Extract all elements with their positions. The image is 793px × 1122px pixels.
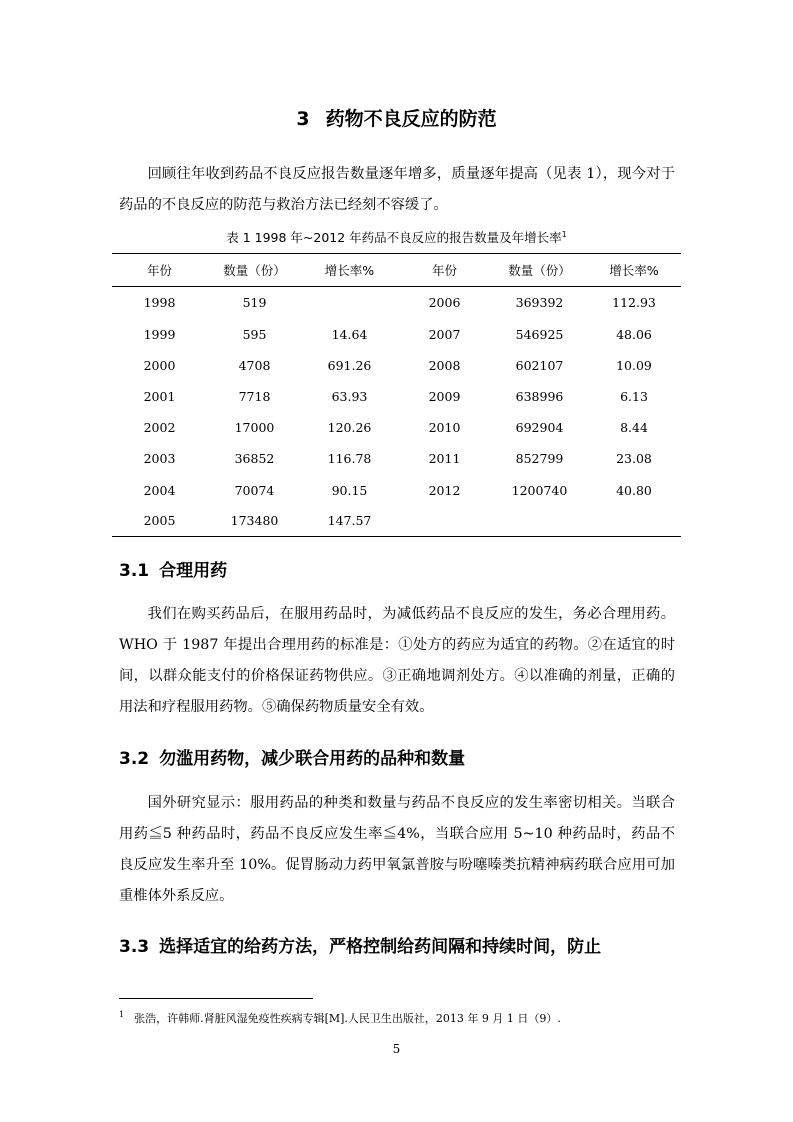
table-1-caption: [0, 228, 793, 246]
table-cell: 2006: [428, 295, 461, 311]
section-3-2-number: 3.2: [119, 749, 150, 769]
table-cell: 10.09: [616, 357, 652, 373]
table-cell: 1200740: [511, 482, 568, 498]
section-3-heading: [0, 104, 793, 131]
table-1-caption-note: 1: [561, 229, 567, 239]
section-3-3-title: 选择适宜的给药方法，严格控制给药间隔和持续时间，防止: [159, 937, 602, 957]
table-cell: 173480: [230, 513, 279, 529]
table-cell: 48.06: [616, 326, 652, 342]
table-cell: 2000: [143, 357, 176, 373]
table-cell: 691.26: [327, 357, 372, 373]
table-header-cell: 数量（份）: [223, 263, 286, 278]
table-row: [112, 287, 681, 319]
section-3-3-heading: [119, 932, 601, 957]
table-cell: 36852: [234, 451, 275, 467]
table-cell: 7718: [238, 388, 271, 404]
table-1: [112, 253, 681, 537]
footnote-text: 张浩，许韩师.肾脏风湿免疫性疾病专辑[M].人民卫生出版社，2013 年 9 月 1 日（9）.: [134, 1012, 561, 1025]
section-3-1-title: 合理用药: [159, 561, 228, 581]
table-cell: 112.93: [612, 295, 656, 311]
table-cell: [397, 506, 492, 537]
section-3-3-number: 3.3: [119, 937, 150, 957]
table-cell: 6.13: [620, 388, 648, 404]
table-cell: 546925: [515, 326, 564, 342]
page-number: 5: [392, 1042, 401, 1056]
table-cell: 519: [242, 295, 267, 311]
section-3-2-paragraph-block: [119, 788, 675, 912]
table-cell: 2009: [428, 388, 461, 404]
table-header-cell: 数量（份）: [508, 263, 571, 278]
section-3-2-title: 勿滥用药物，减少联合用药的品种和数量: [159, 749, 466, 769]
footnote-mark: 1: [119, 1010, 125, 1020]
table-cell: 120.26: [327, 420, 372, 436]
table-cell: 369392: [515, 295, 564, 311]
table-body: [112, 287, 681, 537]
section-3-2-heading: [119, 744, 465, 769]
table-cell: 1999: [143, 326, 176, 342]
section-3-1-paragraph: 我们在购买药品后，在服用药品时，为减低药品不良反应的发生，务必合理用药。WHO 于 1987 年提出合理用药的标准是：①处方的药应为适宜的药物。②在适宜的时间，以群众能支付的价格保证药物供应。③正确地调剂处方。④以准确的剂量，正确的用法和疗程服用药物。⑤确保药物质量安全有效。: [119, 606, 675, 715]
table-cell: 4708: [238, 357, 271, 373]
table-header-cell: 年份: [431, 263, 457, 278]
section-3-1-paragraph-block: [119, 599, 675, 723]
table-cell: 8.44: [620, 420, 648, 436]
table-cell: 2011: [428, 451, 461, 467]
table-1-caption-text: 表 1 1998 年~2012 年药品不良反应的报告数量及年增长率: [226, 230, 562, 245]
table-row: [112, 412, 681, 443]
table-cell: 2004: [143, 482, 176, 498]
table-header-cell: 年份: [146, 263, 172, 278]
table-cell: 23.08: [616, 451, 652, 467]
table-cell: [492, 506, 587, 537]
table-cell: [587, 506, 681, 537]
table-row: [112, 506, 681, 537]
section-3-title: 药物不良反应的防范: [325, 108, 497, 130]
table-cell: 90.15: [331, 482, 368, 498]
intro-paragraph-block: [119, 159, 675, 221]
table-cell: 70074: [234, 482, 275, 498]
table-cell: 2002: [143, 420, 176, 436]
table-row: [112, 381, 681, 412]
table-cell: 17000: [234, 420, 275, 436]
table-cell: 2010: [428, 420, 461, 436]
table-cell: 40.80: [616, 482, 652, 498]
section-3-2-paragraph: 国外研究显示：服用药品的种类和数量与药品不良反应的发生率密切相关。当联合用药≦5 种药品时，药品不良反应发生率≦4%，当联合应用 5~10 种药品时，药品不良反应发生率升至 10%。促胃肠动力药甲氧氯普胺与吩噻嗪类抗精神病药联合应用可加重椎体外系反应。: [119, 795, 675, 904]
table-header-row: [112, 254, 681, 287]
table-cell: 1998: [143, 295, 176, 311]
table-cell: 63.93: [331, 388, 368, 404]
table-header-cell: 增长率%: [609, 263, 659, 278]
table-row: [112, 443, 681, 474]
table-cell: 116.78: [327, 451, 372, 467]
intro-paragraph: 回顾往年收到药品不良反应报告数量逐年增多，质量逐年提高（见表 1），现今对于药品的不良反应的防范与救治方法已经刻不容缓了。: [119, 166, 675, 213]
table-cell: 692904: [515, 420, 564, 436]
table-cell: 595: [242, 326, 267, 342]
table-row: [112, 350, 681, 381]
table-cell: 2012: [428, 482, 461, 498]
table-cell: 147.57: [327, 513, 372, 529]
section-3-1-heading: [119, 556, 227, 581]
table-cell: 2005: [143, 513, 176, 529]
table-cell: [302, 287, 397, 319]
footnote-divider: [119, 998, 313, 999]
table-row: [112, 319, 681, 350]
table-header-cell: 增长率%: [324, 263, 375, 278]
table-cell: 602107: [515, 357, 564, 373]
table-cell: 2007: [428, 326, 461, 342]
footnote: [119, 1010, 561, 1026]
table-cell: 14.64: [331, 326, 368, 342]
section-3-number: 3: [296, 108, 310, 130]
table-cell: 2008: [428, 357, 461, 373]
table-cell: 638996: [515, 388, 564, 404]
table-cell: 2003: [143, 451, 176, 467]
table-row: [112, 474, 681, 505]
table-cell: 2001: [143, 388, 176, 404]
section-3-1-number: 3.1: [119, 561, 150, 581]
table-cell: 852799: [515, 451, 564, 467]
